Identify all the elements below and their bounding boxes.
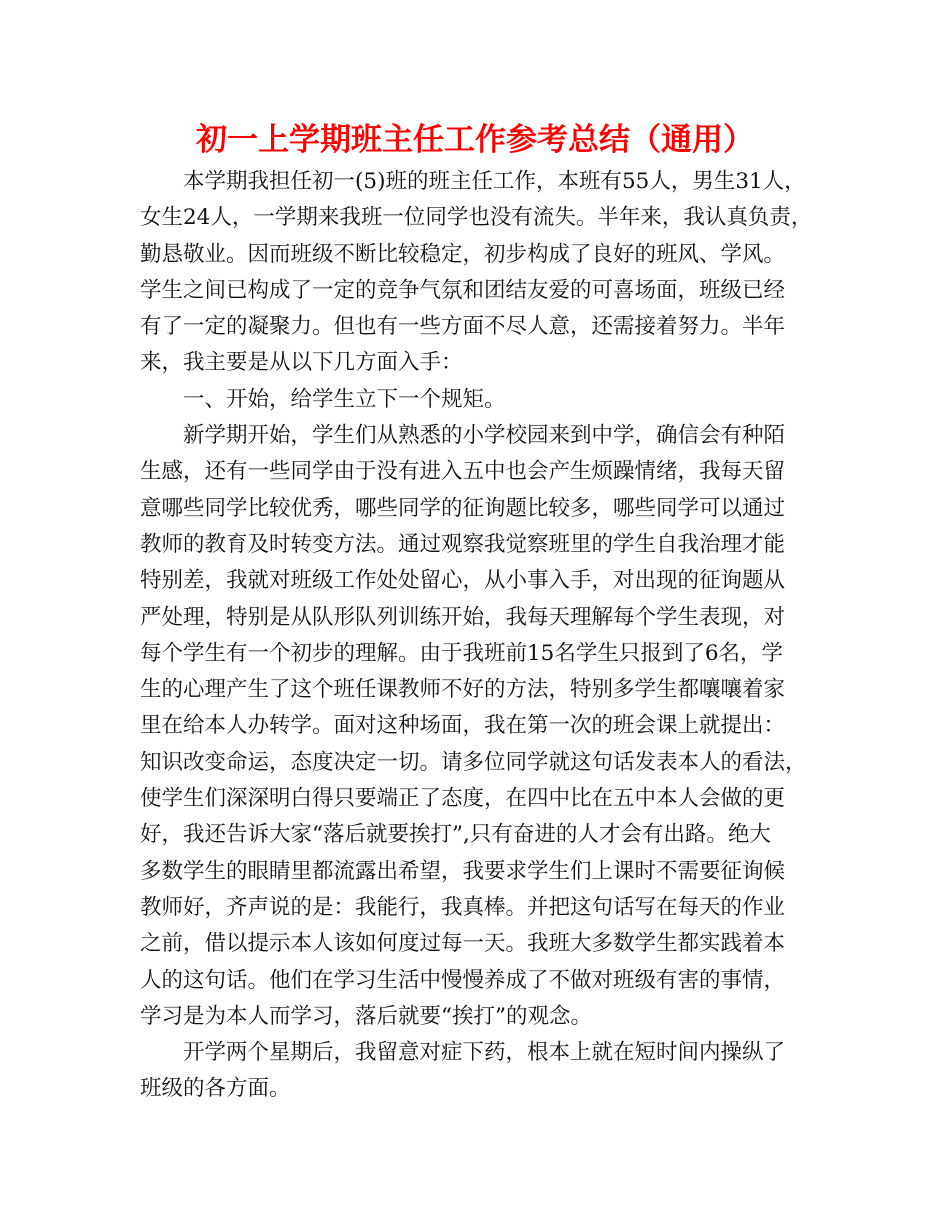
body-line: 使学生们深深明白得只要端正了态度，在四中比在五中本人会做的更 bbox=[140, 786, 786, 812]
body-line: 人的这句话。他们在学习生活中慢慢养成了不做对班级有害的事情， bbox=[140, 967, 786, 993]
body-line: 生的心理产生了这个班任课教师不好的方法，特别多学生都嚷嚷着家 bbox=[140, 677, 786, 703]
body-line: 开学两个星期后，我留意对症下药，根本上就在短时间内操纵了 bbox=[183, 1040, 786, 1066]
body-line: 特别差，我就对班级工作处处留心，从小事入手，对出现的征询题从 bbox=[140, 568, 786, 594]
body-line: 有了一定的凝聚力。但也有一些方面不尽人意，还需接着努力。半年 bbox=[140, 314, 786, 340]
body-line: 知识改变命运，态度决定一切。请多位同学就这句话发表本人的看法， bbox=[140, 749, 807, 775]
body-line: 好，我还告诉大家“落后就要挨打”,只有奋进的人才会有出路。绝大 bbox=[140, 822, 771, 848]
body-line: 来，我主要是从以下几方面入手： bbox=[140, 350, 463, 376]
body-line: 每个学生有一个初步的理解。由于我班前15名学生只报到了6名，学 bbox=[140, 640, 784, 666]
body-line: 多数学生的眼睛里都流露出希望，我要求学生们上课时不需要征询候 bbox=[140, 858, 786, 884]
body-line: 里在给本人办转学。面对这种场面，我在第一次的班会课上就提出： bbox=[140, 713, 786, 739]
body-line: 本学期我担任初一(5)班的班主任工作，本班有55人，男生31人， bbox=[183, 169, 806, 194]
document-body bbox=[140, 164, 830, 1108]
body-line: 班级的各方面。 bbox=[140, 1076, 291, 1102]
body-line: 新学期开始，学生们从熟悉的小学校园来到中学，确信会有种陌 bbox=[183, 423, 786, 449]
body-line: 严处理，特别是从队形队列训练开始，我每天理解每个学生表现，对 bbox=[140, 604, 786, 630]
body-line: 教师好，齐声说的是：我能行，我真棒。并把这句话写在每天的作业 bbox=[140, 894, 786, 920]
body-line: 学生之间已构成了一定的竞争气氛和团结友爱的可喜场面，班级已经 bbox=[140, 277, 786, 303]
body-line: 教师的教育及时转变方法。通过观察我觉察班里的学生自我治理才能 bbox=[140, 531, 786, 557]
document-title: 初一上学期班主任工作参考总结（通用） bbox=[196, 122, 754, 158]
body-line: 学习是为本人而学习，落后就要“挨打”的观念。 bbox=[140, 1003, 592, 1029]
body-line: 生感，还有一些同学由于没有进入五中也会产生烦躁情绪，我每天留 bbox=[140, 459, 786, 485]
section-heading: 一、开始，给学生立下一个规矩。 bbox=[183, 386, 506, 412]
body-line: 勤恳敬业。因而班级不断比较稳定，初步构成了良好的班风、学风。 bbox=[140, 241, 786, 267]
body-line: 女生24人，一学期来我班一位同学也没有流失。半年来，我认真负责， bbox=[140, 205, 813, 231]
body-line: 之前，借以提示本人该如何度过每一天。我班大多数学生都实践着本 bbox=[140, 931, 786, 957]
body-line: 意哪些同学比较优秀，哪些同学的征询题比较多，哪些同学可以通过 bbox=[140, 495, 786, 521]
